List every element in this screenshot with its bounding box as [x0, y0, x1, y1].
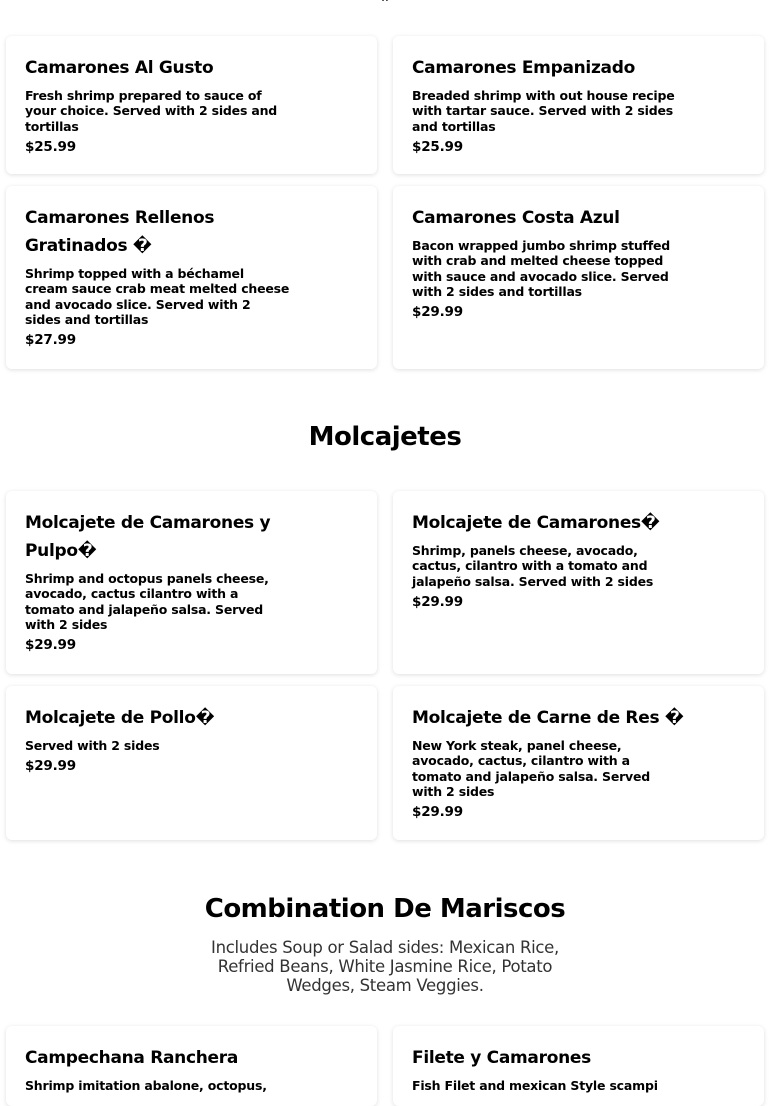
menu-item-name: Camarones Rellenos Gratinados � [25, 208, 215, 256]
menu-item-price: $29.99 [25, 637, 76, 654]
menu-item-description: Shrimp, panels cheese, avocado, cactus, cilantro with a tomato and jalapeño salsa. Served with 2 sides [412, 543, 654, 589]
menu-item-name: Camarones Al Gusto [25, 58, 214, 78]
menu-item-description: Bacon wrapped jumbo shrimp stuffed with crab and melted cheese topped with sauce and avocado slice. Served with 2 sides and tortillas [412, 238, 671, 299]
menu-item-price: $29.99 [412, 593, 463, 610]
menu-item-name: Campechana Ranchera [25, 1048, 239, 1068]
menu-item-card[interactable] [6, 186, 377, 369]
menu-item-description: Served with 2 sides [25, 738, 160, 753]
menu-item-price: $29.99 [412, 304, 463, 321]
menu-item-card[interactable] [393, 686, 764, 840]
menu-item-price: $29.99 [25, 758, 76, 775]
menu-item-price: $25.99 [412, 138, 463, 155]
menu-item-description: New York steak, panel cheese, avocado, cactus, cilantro with a tomato and jalapeño salsa. Served with 2 sides [412, 738, 651, 799]
menu-item-name: Camarones Costa Azul [412, 208, 620, 228]
menu-item-card[interactable] [393, 186, 764, 369]
menu-item-card[interactable] [393, 491, 764, 674]
menu-item-card[interactable] [393, 36, 764, 174]
menu-item-price: $27.99 [25, 332, 76, 349]
menu-item-card[interactable] [6, 1026, 377, 1106]
section-title-molcajetes: Molcajetes [308, 422, 462, 452]
menu-item-name: Molcajete de Carne de Res � [412, 708, 684, 728]
menu-item-card[interactable] [6, 686, 377, 840]
menu-item-card[interactable] [6, 36, 377, 174]
menu-item-card[interactable] [393, 1026, 764, 1106]
menu-item-description: Breaded shrimp with out house recipe with tartar sauce. Served with 2 sides and tortillas [412, 88, 675, 134]
menu-item-name: Camarones Empanizado [412, 58, 635, 78]
menu-item-description: Shrimp topped with a béchamel cream sauce crab meat melted cheese and avocado slice. Served with 2 sides and tortillas [25, 266, 290, 327]
menu-item-description: Fresh shrimp prepared to sauce of your choice. Served with 2 sides and tortillas [25, 88, 278, 134]
menu-item-description: Shrimp imitation abalone, octopus, [25, 1078, 267, 1093]
section-subtitle: Includes Soup or Salad sides: Mexican Rice, Refried Beans, White Jasmine Rice, Potato Wedges, Steam Veggies. [211, 938, 559, 995]
menu-item-name: Molcajete de Pollo� [25, 708, 215, 728]
menu-item-name: Molcajete de Camarones� [412, 513, 660, 533]
menu-item-price: $25.99 [25, 138, 76, 155]
menu-item-description: Fish Filet and mexican Style scampi [412, 1078, 658, 1093]
section-title-combination: Combination De Mariscos [204, 894, 566, 924]
menu-item-name: Filete y Camarones [412, 1048, 591, 1068]
menu-item-name: Molcajete de Camarones y Pulpo� [25, 513, 271, 561]
menu-item-price: $29.99 [412, 804, 463, 821]
menu-item-description: Shrimp and octopus panels cheese, avocado, cactus cilantro with a tomato and jalapeño salsa. Served with 2 sides [25, 571, 269, 632]
section-title-fragment [378, 0, 392, 2]
menu-item-card[interactable] [6, 491, 377, 674]
